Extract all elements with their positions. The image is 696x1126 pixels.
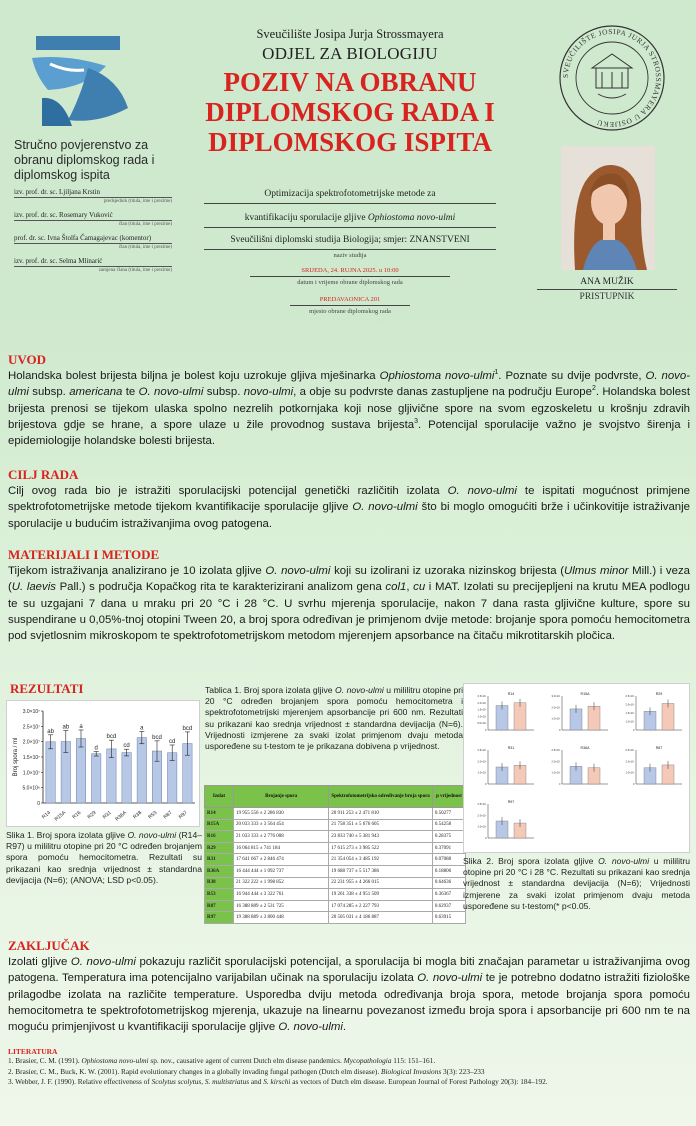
panel-y-tick-label: 2.0×10⁷ xyxy=(477,760,487,764)
table-header: Spektrofotometrijsko određivanje broja spora xyxy=(329,786,433,808)
panel-y-tick-label: 2.0×10⁷ xyxy=(551,760,561,764)
panel-y-tick-label: 1.0×10⁷ xyxy=(551,771,561,775)
significance-letter: bcd xyxy=(106,734,117,741)
significance-letter: bcd xyxy=(152,734,162,741)
table-cell: 16 064 815 ± 741 184 xyxy=(234,842,329,854)
table-cell: 20 033 333 ± 3 564 454 xyxy=(234,819,329,831)
table-cell: R38 xyxy=(205,877,234,889)
panel-title: R29 xyxy=(655,692,663,696)
figure2-panels xyxy=(463,683,690,853)
references xyxy=(8,1047,690,1088)
committee-heading: Stručno povjerenstvo za obranu diplomskog rada i diplomskog ispita xyxy=(14,138,155,182)
y-tick-label: 3.0×10⁷ xyxy=(22,709,40,715)
panel-title: R31 xyxy=(507,746,515,750)
significance-letter: a xyxy=(79,723,83,730)
table-header: Izolat xyxy=(205,786,234,808)
seal-text: SVEUČILIŠTE JOSIPA JURJA STROSSMAYERA U OSIJEKU xyxy=(560,26,664,130)
defense-datetime: SRIJEDA, 24. RUJNA 2025. u 10:00 xyxy=(250,267,450,277)
section-title: MATERIJALI I METODE xyxy=(8,547,160,562)
panel-y-tick-label: 2.0×10⁷ xyxy=(551,706,561,710)
significance-letter: ab xyxy=(62,724,70,731)
table-cell: R14 xyxy=(205,808,234,820)
reference-item: 3. Webber, J. F. (1990). Relative effectiveness of Scolytus scolytus, S. multistriatus and S. kirschi as vectors of Dutch elm disease. European Journal of Forest Pathology 20(3): 184–192. xyxy=(8,1077,548,1086)
table-cell: 0.37091 xyxy=(432,842,465,854)
table-row xyxy=(205,889,466,901)
x-tick-label: R87 xyxy=(162,809,174,821)
panel-y-tick-label: 0 xyxy=(485,837,487,840)
y-tick-label: 2.5×10⁷ xyxy=(22,724,40,731)
table-row xyxy=(205,912,466,924)
table-cell: 17 615 273 ± 3 985 522 xyxy=(329,842,433,854)
committee-list xyxy=(14,188,172,280)
panel-y-tick-label: 2.0×10⁷ xyxy=(477,701,487,705)
panel-title: R87 xyxy=(655,746,663,750)
panel-y-tick-label: 1.0×10⁷ xyxy=(551,717,561,721)
table-cell: 21 354 054 ± 3 485 192 xyxy=(329,854,433,866)
section-body: Izolati gljive O. novo-ulmi pokazuju različit sporulacijski potencijal, a sporulacija bi mogla biti značajan parametar u istraživanjima ovog patogena. Temperatura ima potencijalno varijabilan učinak na sporulaciju izolata O. novo-ulmi te je potrebno dodatno istražiti fiziološke prilagodbe izolata na različite temperature. Usporedba dviju metoda određivanja broja spora, metode brojanja spora pomoću hemocitometra te spektrofotometrijskog mjerenja, ukazuje na linearnu povezanost između broja spora i apsorbancije pri 600 nm te na moguću primjenjivost u kvantifikaciji sporulacije gljive O. novo-ulmi. xyxy=(8,956,691,1034)
panel-y-tick-label: 0 xyxy=(485,729,487,732)
x-tick-label: R16 xyxy=(71,809,83,821)
section-body: Tijekom istraživanja analizirano je 10 izolata gljive O. novo-ulmi koji su izolirani iz uzoraka nizinskog brijesta (Ulmus minor Mill.) i veza (U. laevis Pall.) s područja Kopačkog rita te karakterizirani analizom gena col1, cu i MAT. Izolati su precijepljeni na krutu MEA podlogu te su uzgajani 7 dana u mraku pri 20 °C i 28 °C. U svrhu mjerenja sporulacije, nakon 7 dana rasta gljivične kulture, spore su suspendirane u 0,05%-tnoj otopini Tween 20, a broj spora određivan je primjenom dvije metode: brojanje spora pomoću hemocitometra pod svjetlosnim mikroskopom te spektrofotometrijskom metodom mjerenjem apsorbance na čitaču mikrotitarskih pločica. xyxy=(8,565,690,643)
room-label: mjesto obrane diplomskog rada xyxy=(309,308,391,315)
y-axis-label: Broj spora / ml xyxy=(13,737,19,777)
y-tick-label: 1.0×10⁷ xyxy=(22,770,40,777)
significance-letter: bcd xyxy=(182,725,193,732)
table-cell: R15A xyxy=(205,819,234,831)
table-cell: 22 231 955 ± 4 266 015 xyxy=(329,877,433,889)
panel-title: R15A xyxy=(580,692,590,696)
committee-member xyxy=(14,234,172,250)
section-uvod xyxy=(8,352,690,449)
panel-y-tick-label: 0 xyxy=(633,729,635,732)
bar xyxy=(76,738,85,803)
x-tick-label: R14 xyxy=(40,809,52,821)
table-cell: 21 033 333 ± 2 776 008 xyxy=(234,831,329,843)
table-row xyxy=(205,819,466,831)
table-row xyxy=(205,877,466,889)
table-body xyxy=(205,808,466,924)
bar xyxy=(91,754,100,803)
table-cell: 0.36367 xyxy=(432,889,465,901)
panel-bar xyxy=(514,703,526,730)
committee-member-role: predsjednik (titula, ime i prezime) xyxy=(103,199,172,204)
table-cell: 21 322 222 ± 1 998 852 xyxy=(234,877,329,889)
section-cilj-rada xyxy=(8,467,690,532)
panel-title: R14 xyxy=(507,692,515,696)
panel-y-tick-label: 1.0×10⁷ xyxy=(477,825,487,829)
table-cell: 19 955 556 ± 2 286 830 xyxy=(234,808,329,820)
panel-y-tick-label: 1.0×10⁷ xyxy=(625,720,635,724)
panel-y-tick-label: 2.0×10⁷ xyxy=(477,814,487,818)
y-tick-label: 1.5×10⁷ xyxy=(22,755,40,761)
thesis-title-line2 xyxy=(204,210,496,228)
table-cell: 16 388 889 ± 2 531 725 xyxy=(234,900,329,912)
committee-member-name: prof. dr. sc. Ivna Štolfa Čamagajevac (komentor) xyxy=(14,234,172,244)
table-cell: 17 074 285 ± 2 227 793 xyxy=(329,900,433,912)
results-table xyxy=(204,785,466,924)
x-tick-label: R38 xyxy=(132,809,144,821)
committee-member-name: izv. prof. dr. sc. Rosemary Vuković xyxy=(14,211,172,221)
title-line: DIPLOMSKOG ISPITA xyxy=(208,127,492,157)
bar xyxy=(137,738,146,803)
table-cell: 0.07088 xyxy=(432,854,465,866)
university-name: Sveučilište Josipa Jurja Strossmayera xyxy=(256,27,444,41)
table-cell: 20 911 253 ± 2 471 810 xyxy=(329,808,433,820)
thesis-title-text: kvantifikaciju sporulacije gljive xyxy=(244,213,368,223)
committee-member-name: izv. prof. dr. sc. Ljiljana Krstin xyxy=(14,188,172,198)
x-tick-label: R31 xyxy=(101,809,113,821)
bar-chart-svg xyxy=(7,701,201,828)
panel-y-tick-label: 2.5×10⁷ xyxy=(625,749,635,752)
committee-member xyxy=(14,211,172,227)
committee-member xyxy=(14,188,172,204)
defense-room: PREDAVAONICA 201 xyxy=(290,296,410,306)
x-tick-label: R53 xyxy=(147,809,159,821)
bar xyxy=(122,753,131,803)
significance-letter: a xyxy=(140,725,144,732)
significance-letter: d xyxy=(94,745,98,752)
section-materijali-i-metode xyxy=(8,547,690,644)
references-title: LITERATURA xyxy=(8,1047,58,1056)
table-header-row xyxy=(205,786,466,808)
panel-y-tick-label: 2.0×10⁷ xyxy=(625,703,635,707)
table-cell: R31 xyxy=(205,854,234,866)
committee-member-role: član (titula, ime i prezime) xyxy=(118,245,172,250)
panel-y-tick-label: 2.5×10⁷ xyxy=(477,803,487,806)
committee-member xyxy=(14,257,172,273)
department-logo-icon xyxy=(28,28,138,133)
table-row xyxy=(205,865,466,877)
table-row xyxy=(205,854,466,866)
table-row xyxy=(205,808,466,820)
panel-y-tick-label: 1.0×10⁷ xyxy=(625,771,635,775)
section-title: CILJ RADA xyxy=(8,467,79,482)
table-header: p vrijednost xyxy=(432,786,465,808)
table-cell: 20 505 031 ± 4 186 887 xyxy=(329,912,433,924)
student-role: PRISTUPNIK xyxy=(579,292,635,302)
committee-member-role: zamjena člana (titula, ime i prezime) xyxy=(98,268,172,273)
panel-y-tick-label: 2.5×10⁷ xyxy=(477,749,487,752)
bar xyxy=(46,742,55,803)
figure1-bar-chart xyxy=(6,700,200,827)
table-header: Brojanje spora xyxy=(234,786,329,808)
table-row xyxy=(205,842,466,854)
student-name: ANA MUŽIK xyxy=(537,277,677,290)
significance-letter: ab xyxy=(47,728,54,735)
title-line: DIPLOMSKOG RADA I xyxy=(205,97,495,127)
committee-member-role: član (titula, ime i prezime) xyxy=(118,222,172,227)
panel-y-tick-label: 2.0×10⁷ xyxy=(625,760,635,764)
table-cell: 19 261 338 ± 4 951 509 xyxy=(329,889,433,901)
panel-y-tick-label: 0 xyxy=(559,729,561,732)
study-label: naziv studija xyxy=(333,252,367,259)
panel-y-tick-label: 0 xyxy=(559,783,561,786)
reference-item: 1. Brasier, C. M. (1991). Ophiostoma novo-ulmi sp. nov., causative agent of current Dutch elm disease pandemics. Mycopathologia 115: 151–161. xyxy=(8,1056,436,1065)
table-row xyxy=(205,900,466,912)
datetime-label: datum i vrijeme obrane diplomskog rada xyxy=(297,279,403,286)
section-body: Holandska bolest brijesta biljna je bolest koju uzrokuje gljiva mješinarka Ophiostoma novo-ulmi$^1$. Poznate su dvije podvrste, O. novo-ulmi subsp. americana te O. novo-ulmi subsp. novo-ulmi, a obje su podvrste danas zastupljene na području Europe$^2$. Holandska bolest brijesta prenosi se tijekom ulaska spolno nezrelih potkornjaka koji nose gljivične spore na svom egzoskeletu u krošnju zdravih brijestova gdje se hrane, a spore ulaze u žile provodnog sustava brijesta$^3$. Potencijal sporulacije važno je svojstvo širenja i epidemiologije holandske bolesti brijesta. xyxy=(8,369,691,448)
table-cell: 21 758 351 ± 5 676 605 xyxy=(329,819,433,831)
y-tick-label: 2.0×10⁷ xyxy=(22,739,40,746)
panel-y-tick-label: 1.0×10⁷ xyxy=(477,715,487,719)
y-tick-label: 5.0×10⁶ xyxy=(22,785,40,792)
committee-member-name: izv. prof. dr. sc. Selma Mlinarić xyxy=(14,257,172,267)
significance-letter: cd xyxy=(123,743,130,750)
table-cell: 0.63915 xyxy=(432,912,465,924)
table-cell: R29 xyxy=(205,842,234,854)
table-cell: 0.50277 xyxy=(432,808,465,820)
table-cell: R53 xyxy=(205,889,234,901)
table-cell: R16 xyxy=(205,831,234,843)
student-photo xyxy=(561,146,655,270)
poster-title xyxy=(175,67,525,157)
poster-header xyxy=(0,0,696,345)
panel-y-tick-label: 2.5×10⁷ xyxy=(625,695,635,698)
study-programme: Sveučilišni diplomski studija Biologija; smjer: ZNANSTVENI xyxy=(204,232,496,250)
x-tick-label: R29 xyxy=(86,809,98,821)
x-tick-label: R15A xyxy=(53,809,68,823)
thesis-species: Ophiostoma novo-ulmi xyxy=(367,213,456,223)
department-name: ODJEL ZA BIOLOGIJU xyxy=(262,44,438,63)
section-title-rezultati: REZULTATI xyxy=(10,681,84,696)
table-cell: 19 388 889 ± 3 800 448 xyxy=(234,912,329,924)
panel-title: R97 xyxy=(507,800,515,804)
panel-y-tick-label: 1.5×10⁷ xyxy=(477,708,487,712)
table-cell: 0.18806 xyxy=(432,865,465,877)
table-cell: R87 xyxy=(205,900,234,912)
title-line: POZIV NA OBRANU xyxy=(223,67,477,97)
table-cell: R97 xyxy=(205,912,234,924)
table-cell: 0.54258 xyxy=(432,819,465,831)
table-cell: 19 688 737 ± 5 517 386 xyxy=(329,865,433,877)
panel-y-tick-label: 0 xyxy=(633,783,635,786)
panel-title: R36A xyxy=(580,746,590,750)
figure1-caption: Slika 1. Broj spora izolata gljive O. novo-ulmi (R14–R97) u mililitru otopine pri 20 °C određen brojanjem spora pomoću hemocitometra. Rezultati su prikazani kao srednja vrijednost ± standardna devijacija (N=6); (ANOVA; LSD p<0.05). xyxy=(6,830,203,885)
table-cell: 0.64636 xyxy=(432,877,465,889)
reference-item: 2. Brasier, C. M., Buck, K. W. (2001). Rapid evolutionary changes in a globally invading fungal pathogen (Dutch elm disease). Biological Invasions 3(3): 223–233 xyxy=(8,1066,485,1076)
panel-y-tick-label: 0 xyxy=(485,783,487,786)
x-tick-label: R36A xyxy=(114,809,128,823)
y-tick-label: 0 xyxy=(37,801,40,807)
section-title: ZAKLJUČAK xyxy=(8,938,90,953)
panel-y-tick-label: 1.0×10⁷ xyxy=(477,771,487,775)
table-cell: 16 944 444 ± 3 322 761 xyxy=(234,889,329,901)
significance-letter: cd xyxy=(169,738,176,745)
x-tick-label: R97 xyxy=(177,809,189,821)
figure2-caption: Slika 2. Broj spora izolata gljive O. novo-ulmi u mililitru otopine pri 20 °C i 28 °C. Rezultati su prikazani kao srednja vrijednost ± standardna devijacija (N=6); Vrijednosti izmjerene za svaki izolat primjenom dvaju metoda uspoređene su t-testom(* p<0.05. xyxy=(463,856,691,911)
panel-y-tick-label: 2.5×10⁷ xyxy=(551,749,561,752)
table-cell: 0.28375 xyxy=(432,831,465,843)
panel-chart-svg xyxy=(464,684,691,854)
table-cell: 17 641 667 ± 2 846 474 xyxy=(234,854,329,866)
panel-y-tick-label: 5.0×10⁶ xyxy=(477,722,487,726)
table1-caption: Tablica 1. Broj spora izolata gljive O. novo-ulmi u mililitru otopine pri 20 °C određen brojanjem spora pomoću hemocitometra i spektrofotometrijski mjerenjem apsorbancije pri 600 nm. Rezultati su prikazani kao srednja vrijednost ± standardna devijacija (N=6). Vrijednosti izmjerene za svaki izolat primjenom dvaju metoda uspoređene su t-testom te je prikazana dobivena p vrijednost. xyxy=(205,685,464,752)
section-body: Cilj ovog rada bio je istražiti sporulacijski potencijal genetički različitih izolata O. novo-ulmi te ispitati mogućnost primjene spektrofotometrijske metode tijekom kvantifikacije sporulacije gljive O. novo-ulmi što bi moglo omogućiti brže i učinkovitije istraživanje sporulacije u budućim istraživanjima ovog patogena. xyxy=(8,485,690,530)
table-cell: R36A xyxy=(205,865,234,877)
table-cell: 0.62937 xyxy=(432,900,465,912)
panel-y-tick-label: 2.5×10⁷ xyxy=(477,695,487,698)
thesis-title-line1: Optimizacija spektrofotometrijske metode za xyxy=(204,186,496,204)
university-seal-icon xyxy=(556,22,668,134)
panel-y-tick-label: 3.0×10⁷ xyxy=(551,695,561,698)
panel-y-tick-label: 1.5×10⁷ xyxy=(625,712,635,715)
table-cell: 23 833 740 ± 5 381 943 xyxy=(329,831,433,843)
table-cell: 16 444 444 ± 1 092 737 xyxy=(234,865,329,877)
section-title: UVOD xyxy=(8,352,47,367)
section-zakljucak xyxy=(8,938,690,1035)
table-row xyxy=(205,831,466,843)
thesis-info xyxy=(190,186,510,323)
